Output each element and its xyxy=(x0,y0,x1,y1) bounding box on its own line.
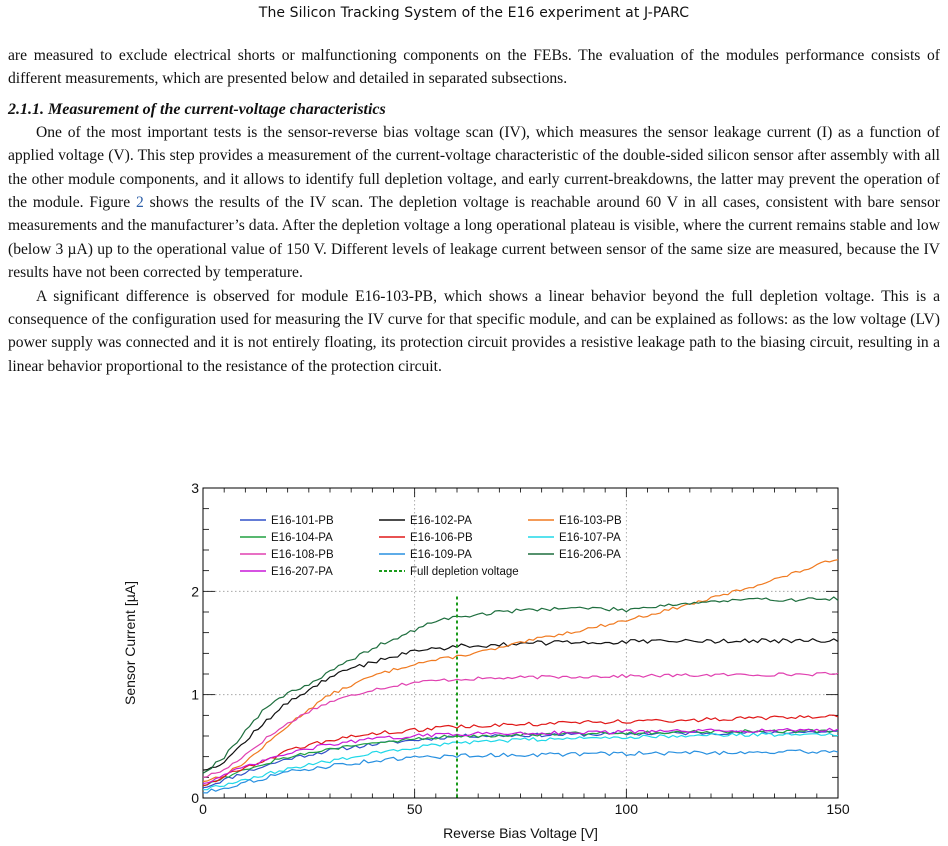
section-title: 2.1.1. Measurement of the current-voltage characteristics xyxy=(8,100,386,118)
x-tick-label: 50 xyxy=(406,801,423,817)
legend-label: E16-109-PA xyxy=(410,549,472,561)
x-tick-label: 150 xyxy=(826,801,850,817)
y-tick-label: 2 xyxy=(191,583,199,600)
paragraph-iv-scan-part1: One of the most important tests is the sensor-reverse bias voltage scan (IV), which measures the sensor leakage current (I) as a function of applied voltage (V). This step provides a measurement of the current-voltage characteristic of the double-sided silicon sensor after assembly with all the other module components, and it allows to identify full depletion voltage, and early current-breakdowns, the latter may prevent the operation of the module. Figure xyxy=(8,123,940,212)
iv-chart xyxy=(110,468,948,846)
series-line-e16-107-pa xyxy=(203,733,838,790)
body-text xyxy=(8,44,940,378)
chart-ticks xyxy=(191,480,850,817)
x-tick-label: 0 xyxy=(199,801,207,817)
legend-label: Full depletion voltage xyxy=(410,566,519,578)
legend-label: E16-104-PA xyxy=(271,532,333,544)
figure-reference-link[interactable]: 2 xyxy=(136,194,144,212)
running-header: The Silicon Tracking System of the E16 experiment at J-PARC xyxy=(258,5,690,21)
series-line-e16-206-pa xyxy=(203,597,838,773)
paragraph-iv-scan xyxy=(8,121,940,285)
paragraph-iv-scan-part2: shows the results of the IV scan. The depletion voltage is reachable around 60 V in all cases, consistent with bare sensor measurements and the manufacturer’s data. After the depletion voltage a long operational plateau is visible, where the current remains stable and low (below 3 µA) up to the operational value of 150 V. Different levels of leakage current between sensor of the same size are measured, because the IV results have not been corrected by temperature. xyxy=(8,194,940,282)
paragraph-intro: are measured to exclude electrical shorts or malfunctioning components on the FEBs. The evaluation of the modules performance consists of different measurements, which are presented below and detailed in separated subsections. xyxy=(8,47,940,88)
x-tick-label: 100 xyxy=(614,801,639,817)
legend-label: E16-206-PA xyxy=(559,549,621,561)
legend-label: E16-102-PA xyxy=(410,515,472,527)
chart-legend xyxy=(240,515,622,578)
legend-label: E16-107-PA xyxy=(559,532,621,544)
legend-label: E16-103-PB xyxy=(559,515,622,527)
legend-label: E16-101-PB xyxy=(271,515,334,527)
y-axis-label: Sensor Current [µA] xyxy=(122,580,138,706)
legend-label: E16-108-PB xyxy=(271,549,334,561)
paragraph-e16-103: A significant difference is observed for module E16-103-PB, which shows a linear behavior beyond the full depletion voltage. This is a consequence of the configuration used for measuring the IV curve for that specific module, and can be explained as follows: as the low voltage (LV) power supply was connected and it is not entirely floating, its protection circuit provides a resistive leakage path to the biasing circuit, resulting in a linear behavior proportional to the resistance of the protection circuit. xyxy=(8,287,940,375)
legend-label: E16-106-PB xyxy=(410,532,473,544)
y-tick-label: 1 xyxy=(191,686,199,703)
iv-figure xyxy=(110,468,948,846)
y-tick-label: 3 xyxy=(191,480,199,496)
x-axis-label: Reverse Bias Voltage [V] xyxy=(443,825,598,841)
y-tick-label: 0 xyxy=(191,790,199,806)
series-line-e16-104-pa xyxy=(203,729,838,785)
chart-series xyxy=(203,560,838,798)
legend-label: E16-207-PA xyxy=(271,566,333,578)
